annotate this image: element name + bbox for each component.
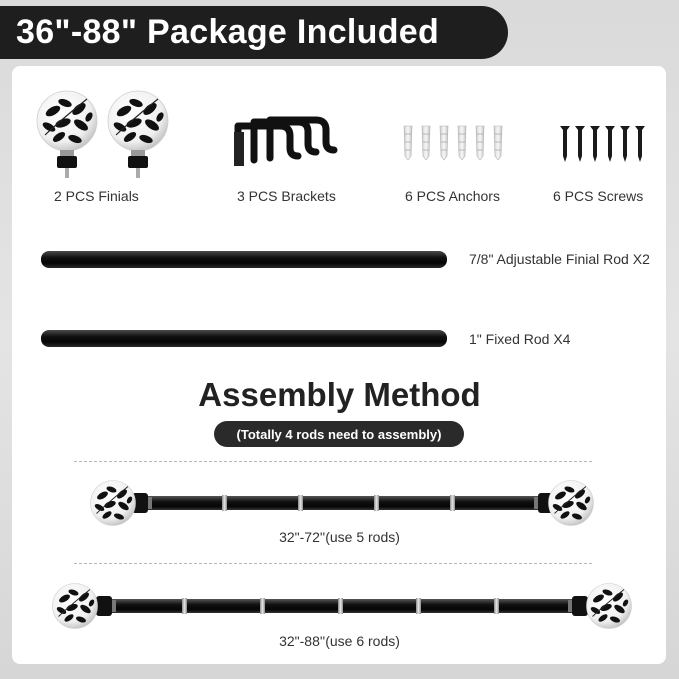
- assembled-rod-6-image: [50, 581, 634, 633]
- config-6-rods-label: 32"-88''(use 6 rods): [279, 633, 400, 649]
- divider-bottom: [74, 563, 592, 564]
- assembly-title: Assembly Method: [198, 376, 481, 413]
- screws-icon: [556, 122, 646, 164]
- assembled-rod-5-image: [88, 478, 600, 530]
- config-5-rods-label: 32"-72''(use 5 rods): [279, 529, 400, 545]
- title-banner: [0, 6, 508, 59]
- anchors-icon: [400, 122, 514, 162]
- divider-top: [74, 461, 592, 462]
- brackets-label: 3 PCS Brackets: [237, 188, 336, 204]
- finials-label: 2 PCS Finials: [54, 188, 139, 204]
- adjustable-rod-image: [41, 251, 447, 268]
- fixed-rod-label: 1" Fixed Rod X4: [469, 331, 571, 347]
- page-title: 36"-88" Package Included: [16, 13, 440, 51]
- anchors-label: 6 PCS Anchors: [405, 188, 500, 204]
- assembly-note-badge: (Totally 4 rods need to assembly): [214, 421, 464, 447]
- screws-label: 6 PCS Screws: [553, 188, 644, 204]
- adjustable-rod-label: 7/8" Adjustable Finial Rod X2: [469, 251, 650, 267]
- brackets-icon: [232, 114, 342, 172]
- finials-icon: [30, 84, 176, 184]
- fixed-rod-image: [41, 330, 447, 347]
